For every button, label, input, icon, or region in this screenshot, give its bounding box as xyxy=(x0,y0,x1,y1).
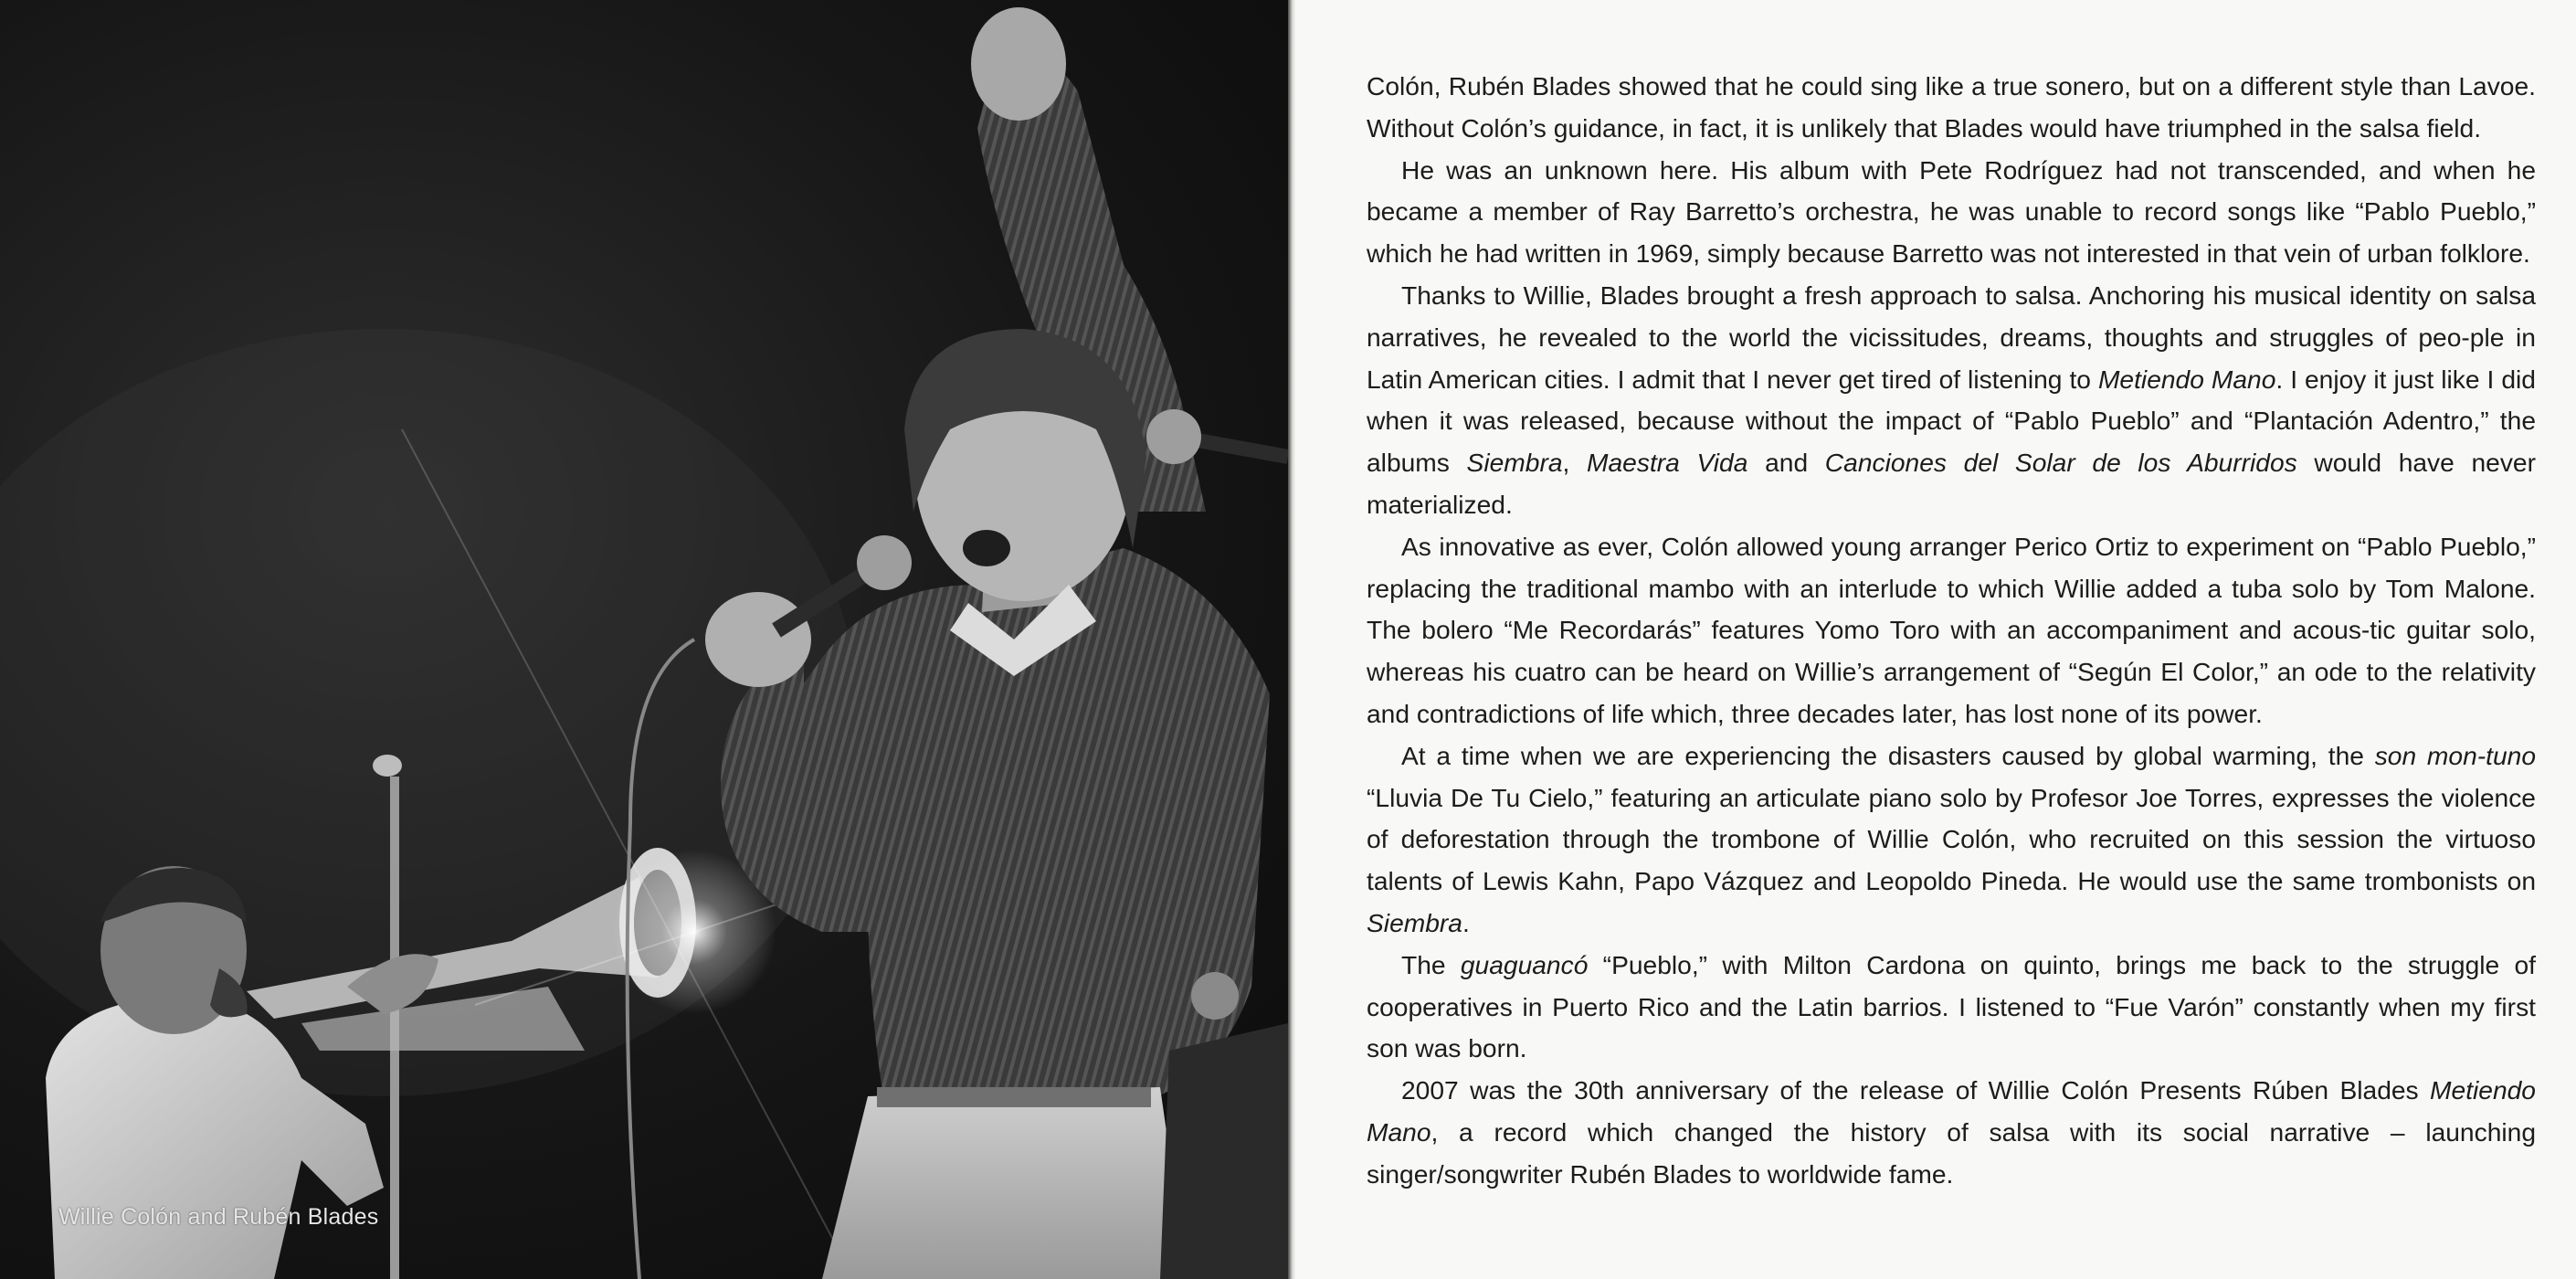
text-run: , a record which changed the history of salsa with its social narrative – launching singer/songwriter Rubén Blades to worldwide fame. xyxy=(1367,1116,2536,1189)
text-run: Colón, Rubén Blades showed that he could sing like a true sonero, but on a different style than Lavoe. Without Colón’s guidance, in fact, it is unlikely that Blades would have triumphed in the salsa field. xyxy=(1367,71,2536,143)
italic-title: Metiendo Mano xyxy=(2097,364,2276,394)
text-page xyxy=(1295,0,2576,1279)
text-run: . xyxy=(1462,907,1470,937)
italic-title: son mon-tuno xyxy=(2374,740,2536,770)
photo-caption: Willie Colón and Rubén Blades xyxy=(58,1204,379,1230)
italic-title: Maestra Vida xyxy=(1587,448,1748,478)
italic-title: Canciones del Solar de los Aburridos xyxy=(1824,448,2297,478)
text-run: Thanks to Willie, Blades brought a fresh approach to salsa. Anchoring his musical identity on salsa narratives, he revealed to the world the vicissitudes, dreams, thoughts and struggles of peo-ple in Latin American cities. I admit that I never get tired of listening to xyxy=(1367,280,2536,394)
italic-title: Siembra xyxy=(1367,907,1462,937)
article-paragraph xyxy=(1367,275,2536,526)
article-paragraph xyxy=(1367,1070,2536,1195)
text-run: “Lluvia De Tu Cielo,” featuring an articulate piano solo by Profesor Joe Torres, expresses the violence of deforestation through the trombone of Willie Colón, who recruited on this session the virtuoso talents of Lewis Kahn, Papo Vázquez and Leopoldo Pineda. He would use the same trombonists on xyxy=(1367,782,2536,896)
text-run: The xyxy=(1401,949,1461,979)
text-run: “Pueblo,” with Milton Cardona on quinto, brings me back to the struggle of cooperatives in Puerto Rico and the Latin barrios. I listened to “Fue Varón” constantly when my first son was born. xyxy=(1367,949,2536,1063)
text-run: 2007 was the 30th anniversary of the release of Willie Colón Presents Rúben Blades xyxy=(1401,1075,2431,1105)
article-paragraph xyxy=(1367,66,2536,150)
text-run: . I enjoy it just like I did when it was released, because without the impact of “Pablo Pueblo” and “Plantación Adentro,” the albums xyxy=(1367,364,2536,478)
article-paragraph xyxy=(1367,150,2536,275)
article-paragraph xyxy=(1367,945,2536,1070)
text-run: As innovative as ever, Colón allowed young arranger Perico Ortiz to experiment on “Pablo Pueblo,” replacing the traditional mambo with an interlude to which Willie added a tuba solo by Tom Malone. The bolero “Me Recordarás” features Yomo Toro with an accompaniment and acous-tic guitar solo, whereas his cuatro can be heard on Willie’s arrangement of “Según El Color,” an ode to the relativity and contradictions of life which, three decades later, has lost none of its power. xyxy=(1367,531,2536,728)
article-paragraph xyxy=(1367,526,2536,735)
italic-title: guaguancó xyxy=(1460,949,1589,979)
article-paragraph xyxy=(1367,735,2536,945)
italic-title: Siembra xyxy=(1466,448,1563,478)
italic-title: Metiendo Mano xyxy=(1367,1075,2536,1147)
article-body xyxy=(1367,66,2536,1196)
page-gutter xyxy=(1288,0,1295,1279)
text-run: would have never materialized. xyxy=(1367,448,2537,519)
text-run: and xyxy=(1747,448,1825,478)
text-run: He was an unknown here. His album with Pete Rodríguez had not transcended, and when he became a member of Ray Barretto’s orchestra, he was unable to record songs like “Pablo Pueblo,” which he had written in 1969, simply because Barretto was not interested in that vein of urban folklore. xyxy=(1367,154,2536,269)
text-run: , xyxy=(1562,448,1588,478)
text-run: At a time when we are experiencing the disasters caused by global warming, the xyxy=(1401,740,2375,770)
